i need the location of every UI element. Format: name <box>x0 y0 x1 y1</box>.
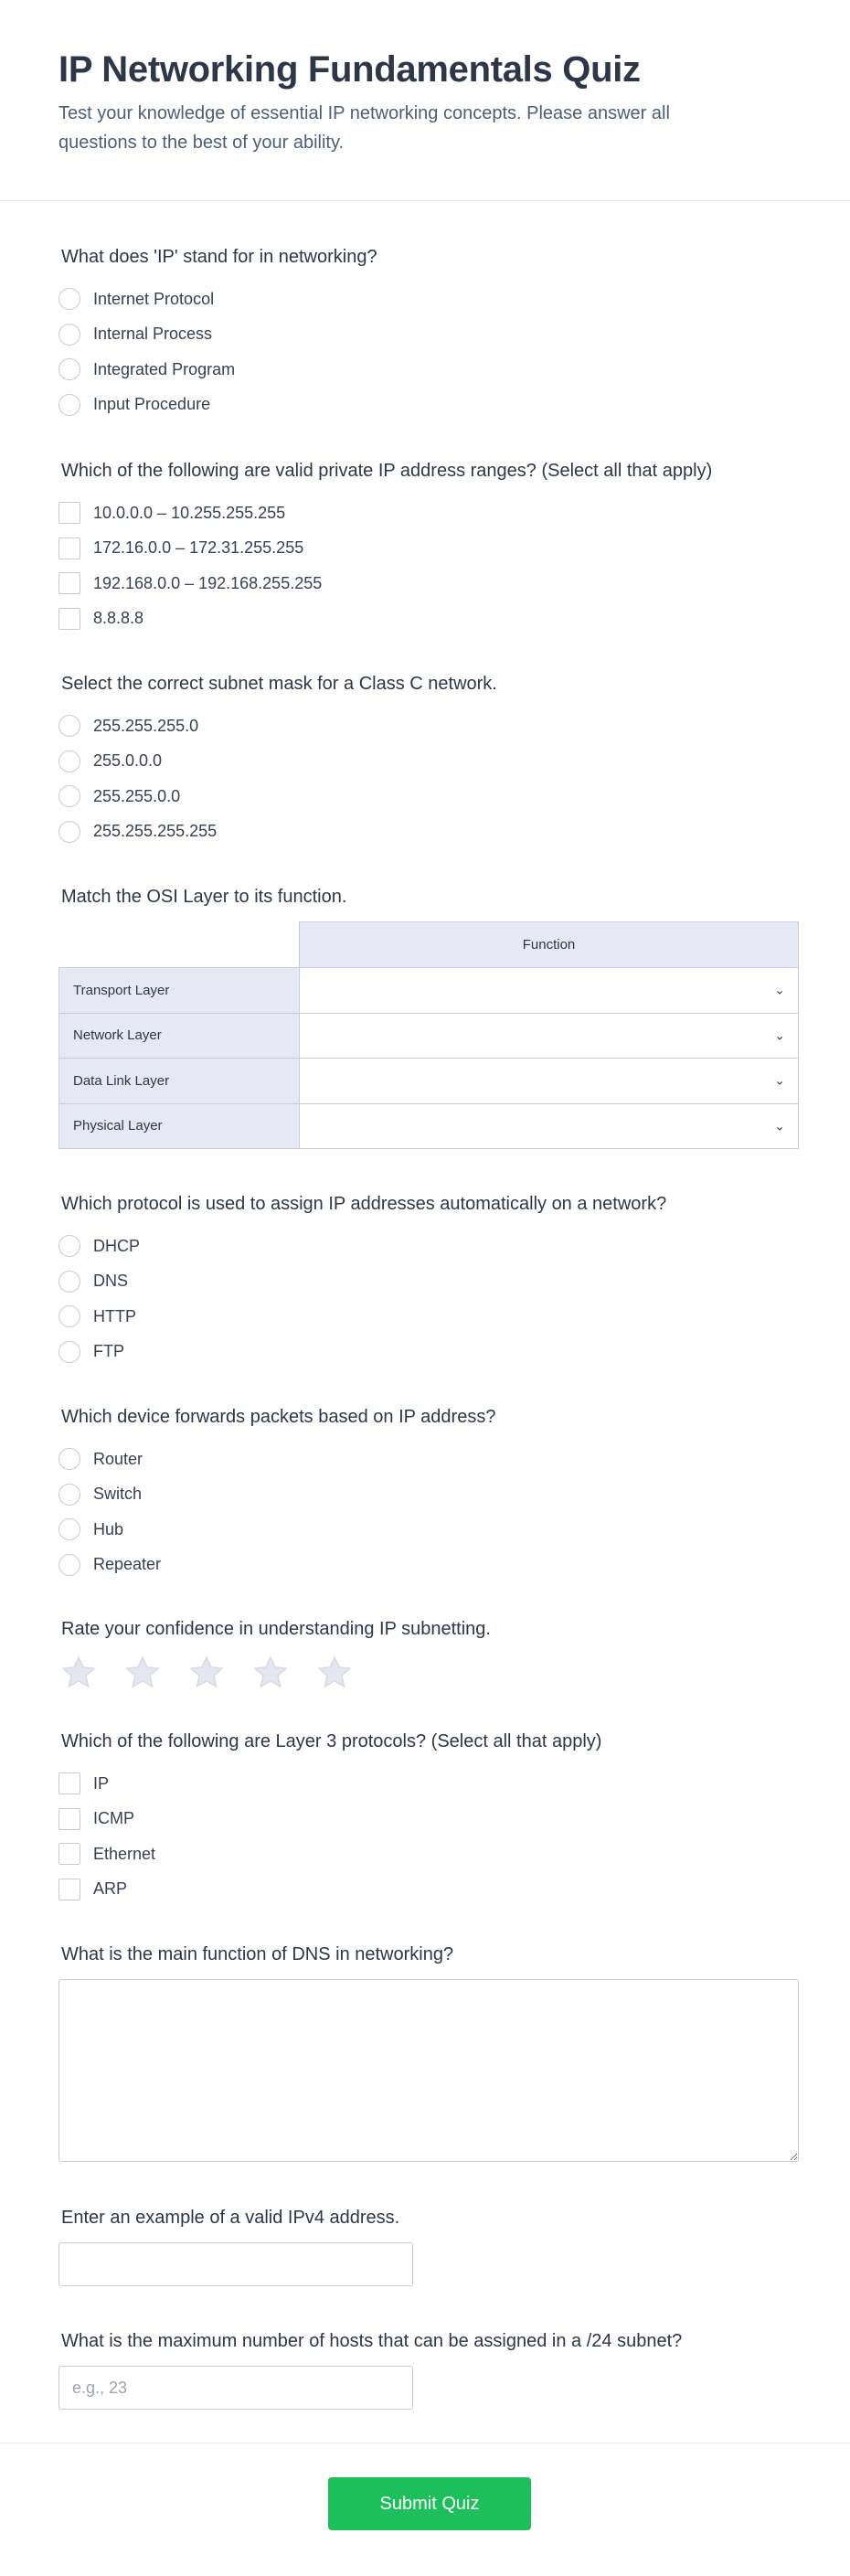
question-subnet-mask <box>58 672 799 849</box>
radio-option[interactable] <box>58 708 799 744</box>
question-title: Which of the following are valid private IP address ranges? (Select all that apply) <box>61 461 713 481</box>
question-private-ranges <box>58 459 799 636</box>
question-title: What is the maximum number of hosts that can be assigned in a /24 subnet? <box>61 2331 683 2351</box>
radio-option[interactable] <box>58 352 799 388</box>
question-title: What is the main function of DNS in networking? <box>61 1944 454 1964</box>
page-description: Test your knowledge of essential IP networking concepts. Please answer all questions to the best of your ability. <box>58 103 670 153</box>
radio-option[interactable] <box>58 779 799 814</box>
question-title: Select the correct subnet mask for a Class C network. <box>61 674 497 694</box>
radio-option[interactable] <box>58 317 799 353</box>
option-label: Switch <box>93 1485 143 1504</box>
matrix-column-header: Function <box>300 922 799 968</box>
question-ip-meaning <box>58 245 799 422</box>
radio-option[interactable] <box>58 1548 799 1583</box>
option-label: FTP <box>93 1342 124 1361</box>
question-title: Match the OSI Layer to its function. <box>61 887 347 907</box>
radio-button[interactable] <box>58 715 80 737</box>
checkbox-option[interactable] <box>58 1802 799 1837</box>
matrix-select[interactable] <box>300 968 799 1014</box>
radio-button[interactable] <box>58 1271 80 1293</box>
option-label: 255.255.255.255 <box>93 822 218 841</box>
checkbox[interactable] <box>58 608 80 630</box>
option-label: 255.255.255.0 <box>93 716 199 735</box>
radio-button[interactable] <box>58 821 80 843</box>
question-confidence-rating <box>58 1617 799 1692</box>
submit-quiz-button[interactable]: Submit Quiz <box>328 2477 531 2530</box>
star-icon[interactable] <box>123 1654 162 1692</box>
radio-button[interactable] <box>58 394 80 416</box>
option-label: DNS <box>93 1272 129 1291</box>
radio-button[interactable] <box>58 1448 80 1470</box>
chevron-down-icon: ⌄ <box>774 1118 785 1134</box>
option-label: Router <box>93 1449 143 1468</box>
checkbox[interactable] <box>58 1843 80 1865</box>
matrix-select[interactable] <box>300 1013 799 1059</box>
matching-matrix <box>58 921 799 1149</box>
radio-button[interactable] <box>58 324 80 346</box>
checkbox-option[interactable] <box>58 531 799 567</box>
radio-button[interactable] <box>58 1518 80 1540</box>
matrix-select[interactable] <box>300 1103 799 1149</box>
checkbox-option[interactable] <box>58 566 799 601</box>
option-label: Input Procedure <box>93 395 211 414</box>
radio-button[interactable] <box>58 1554 80 1576</box>
radio-option[interactable] <box>58 1264 799 1300</box>
radio-button[interactable] <box>58 1341 80 1363</box>
radio-option[interactable] <box>58 744 799 780</box>
radio-button[interactable] <box>58 1305 80 1327</box>
matrix-row-label: Physical Layer <box>59 1103 300 1149</box>
option-label: ICMP <box>93 1809 134 1828</box>
question-title: Enter an example of a valid IPv4 address. <box>61 2208 400 2228</box>
radio-option[interactable] <box>58 1335 799 1370</box>
option-label: 255.0.0.0 <box>93 751 163 771</box>
checkbox[interactable] <box>58 1879 80 1900</box>
radio-button[interactable] <box>58 358 80 380</box>
radio-button[interactable] <box>58 750 80 772</box>
matrix-select[interactable] <box>300 1059 799 1104</box>
star-icon[interactable] <box>187 1654 226 1692</box>
option-label: Internal Process <box>93 325 213 344</box>
checkbox-option[interactable] <box>58 495 799 531</box>
checkbox-option[interactable] <box>58 1766 799 1802</box>
radio-option[interactable] <box>58 814 799 850</box>
question-title: Rate your confidence in understanding IP subnetting. <box>61 1619 491 1639</box>
star-icon[interactable] <box>315 1654 354 1692</box>
checkbox-option[interactable] <box>58 1872 799 1908</box>
question-osi-matrix <box>58 885 799 1149</box>
option-label: Repeater <box>93 1555 162 1574</box>
star-icon[interactable] <box>251 1654 290 1692</box>
matrix-corner <box>59 922 300 968</box>
option-label: HTTP <box>93 1306 136 1325</box>
option-label: 10.0.0.0 – 10.255.255.255 <box>93 503 286 522</box>
chevron-down-icon: ⌄ <box>774 982 785 997</box>
matrix-row-label: Transport Layer <box>59 968 300 1014</box>
checkbox-option[interactable] <box>58 1836 799 1872</box>
option-label: 8.8.8.8 <box>93 609 144 628</box>
radio-button[interactable] <box>58 1235 80 1257</box>
option-label: 255.255.0.0 <box>93 786 181 805</box>
radio-option[interactable] <box>58 1442 799 1477</box>
question-max-hosts <box>58 2329 799 2410</box>
option-label: 192.168.0.0 – 192.168.255.255 <box>93 573 323 592</box>
checkbox[interactable] <box>58 1772 80 1794</box>
option-label: Internet Protocol <box>93 289 215 308</box>
radio-button[interactable] <box>58 288 80 310</box>
question-dns-function <box>58 1943 799 2166</box>
option-label: ARP <box>93 1879 128 1899</box>
checkbox-option[interactable] <box>58 601 799 637</box>
checkbox[interactable] <box>58 502 80 524</box>
option-label: IP <box>93 1773 110 1793</box>
option-label: 172.16.0.0 – 172.31.255.255 <box>93 538 304 558</box>
page-title: IP Networking Fundamentals Quiz <box>58 49 641 90</box>
matrix-row-label: Data Link Layer <box>59 1059 300 1104</box>
radio-option[interactable] <box>58 1299 799 1335</box>
matrix-row-label: Network Layer <box>59 1013 300 1059</box>
radio-option[interactable] <box>58 282 799 317</box>
option-label: Integrated Program <box>93 359 236 378</box>
question-title: Which of the following are Layer 3 protocols? (Select all that apply) <box>61 1731 602 1751</box>
ipv4-address-input[interactable] <box>58 2242 413 2286</box>
question-router <box>58 1405 799 1582</box>
option-label: Ethernet <box>93 1844 156 1863</box>
radio-button[interactable] <box>58 1484 80 1506</box>
max-hosts-input[interactable] <box>58 2366 413 2410</box>
question-title: What does 'IP' stand for in networking? <box>61 247 377 267</box>
form-footer <box>0 2443 850 2576</box>
checkbox[interactable] <box>58 572 80 594</box>
question-title: Which device forwards packets based on IP address? <box>61 1407 496 1427</box>
question-layer3 <box>58 1730 799 1907</box>
chevron-down-icon: ⌄ <box>774 1027 785 1043</box>
radio-option[interactable] <box>58 388 799 423</box>
radio-option[interactable] <box>58 1477 799 1513</box>
checkbox[interactable] <box>58 538 80 559</box>
quiz-header <box>0 0 850 201</box>
question-dhcp <box>58 1192 799 1369</box>
question-title: Which protocol is used to assign IP addresses automatically on a network? <box>61 1194 667 1214</box>
radio-button[interactable] <box>58 785 80 807</box>
star-rating <box>58 1654 799 1692</box>
question-ipv4-example <box>58 2206 799 2286</box>
option-label: DHCP <box>93 1236 141 1255</box>
radio-option[interactable] <box>58 1229 799 1264</box>
dns-answer-textarea[interactable] <box>58 1979 799 2162</box>
checkbox[interactable] <box>58 1808 80 1830</box>
radio-option[interactable] <box>58 1512 799 1548</box>
star-icon[interactable] <box>59 1654 98 1692</box>
chevron-down-icon: ⌄ <box>774 1072 785 1088</box>
option-label: Hub <box>93 1519 124 1538</box>
